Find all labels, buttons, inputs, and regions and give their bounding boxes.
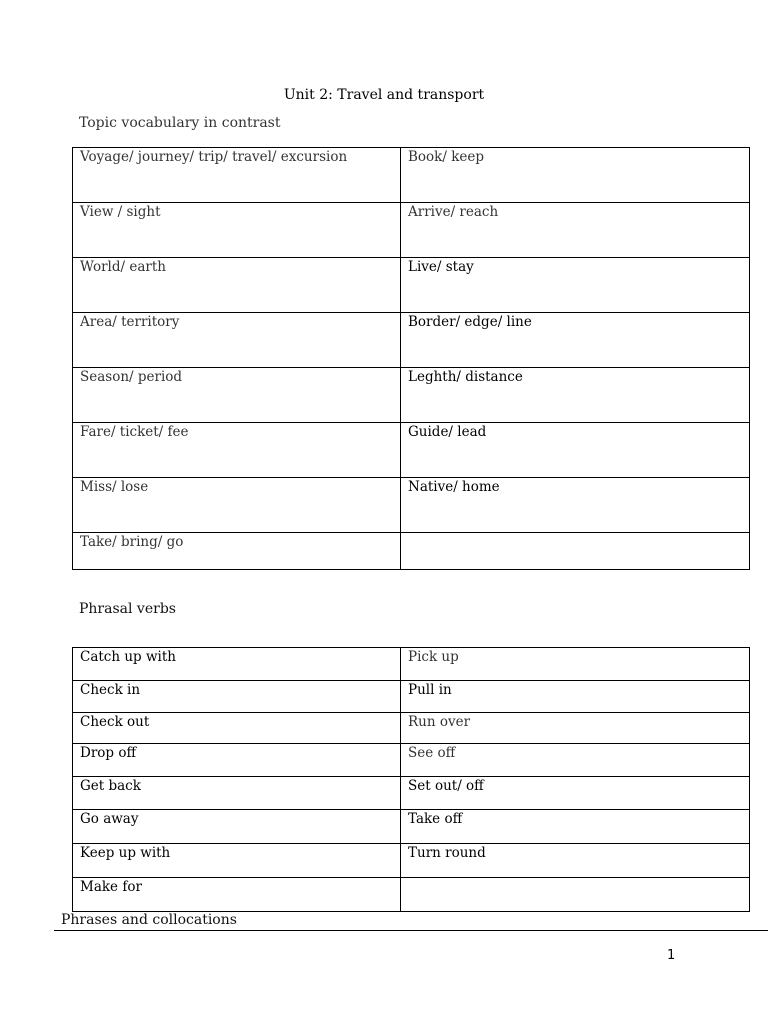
table-cell: Turn round [401, 844, 750, 878]
table-cell: Pull in [401, 681, 750, 713]
table-cell: Voyage/ journey/ trip/ travel/ excursion [73, 148, 401, 203]
table-row [73, 148, 750, 203]
table-cell: Live/ stay [401, 258, 750, 313]
table-row [73, 258, 750, 313]
table-cell: Take off [401, 810, 750, 844]
table-cell: Arrive/ reach [401, 203, 750, 258]
table-cell: Leghth/ distance [401, 368, 750, 423]
table-cell [401, 533, 750, 570]
table-cell: Pick up [401, 648, 750, 681]
table-cell: Catch up with [73, 648, 401, 681]
table-row [73, 744, 750, 777]
footer-divider [54, 930, 768, 931]
table-cell: Run over [401, 713, 750, 744]
table-cell: Make for [73, 878, 401, 912]
table-cell: Drop off [73, 744, 401, 777]
table-cell: Native/ home [401, 478, 750, 533]
table-cell: Fare/ ticket/ fee [73, 423, 401, 478]
table-cell: See off [401, 744, 750, 777]
table-cell: Go away [73, 810, 401, 844]
page-number: 1 [667, 948, 676, 963]
phrases-heading: Phrases and collocations [61, 912, 237, 928]
table-cell: Check in [73, 681, 401, 713]
table-row [73, 844, 750, 878]
table-row [73, 423, 750, 478]
table-cell: Book/ keep [401, 148, 750, 203]
table-row [73, 368, 750, 423]
table-cell: Border/ edge/ line [401, 313, 750, 368]
table-row [73, 810, 750, 844]
table-cell: Guide/ lead [401, 423, 750, 478]
table-row [73, 878, 750, 912]
phrasal-verbs-heading: Phrasal verbs [79, 601, 176, 617]
table-row [73, 533, 750, 570]
table-cell: Check out [73, 713, 401, 744]
table-cell: Miss/ lose [73, 478, 401, 533]
table-cell: Take/ bring/ go [73, 533, 401, 570]
table-cell: Keep up with [73, 844, 401, 878]
table-cell: Area/ territory [73, 313, 401, 368]
page-title: Unit 2: Travel and transport [283, 87, 485, 103]
table-cell [401, 878, 750, 912]
table-row [73, 313, 750, 368]
table-row [73, 681, 750, 713]
table-row [73, 648, 750, 681]
table-cell: Set out/ off [401, 777, 750, 810]
table-row [73, 203, 750, 258]
table-cell: View / sight [73, 203, 401, 258]
phrasal-verbs-table [72, 647, 750, 912]
table-cell: World/ earth [73, 258, 401, 313]
vocabulary-heading: Topic vocabulary in contrast [79, 115, 281, 131]
vocabulary-table [72, 147, 750, 570]
table-row [73, 777, 750, 810]
table-row [73, 713, 750, 744]
table-cell: Season/ period [73, 368, 401, 423]
table-cell: Get back [73, 777, 401, 810]
table-row [73, 478, 750, 533]
